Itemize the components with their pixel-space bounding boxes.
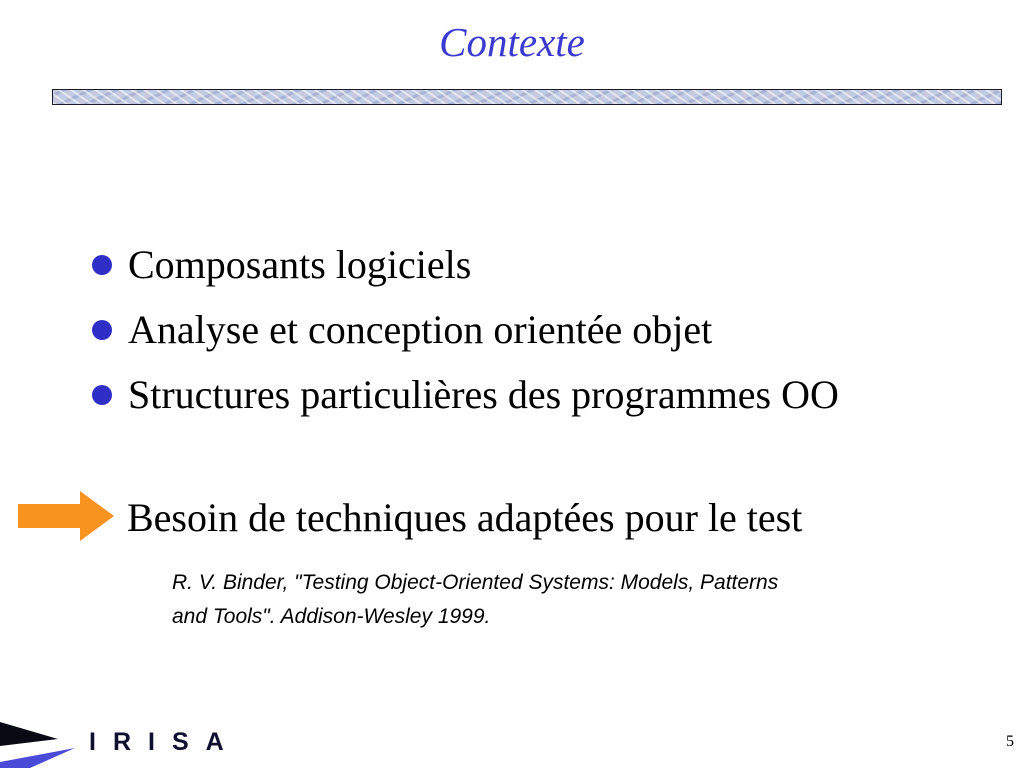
- reference-line: and Tools". Addison-Wesley 1999.: [172, 605, 491, 628]
- bullet-item: [90, 232, 839, 297]
- bullet-item: [90, 297, 839, 362]
- bullet-dot-icon: [92, 320, 112, 340]
- conclusion-text: Besoin de techniques adaptées pour le test: [127, 495, 803, 540]
- bullet-dot-icon: [92, 385, 112, 405]
- bullet-list: [90, 232, 839, 427]
- page-number: 5: [1006, 733, 1014, 750]
- right-arrow-icon: [18, 491, 114, 541]
- title-divider-bar: [52, 89, 1002, 105]
- bullet-item: [90, 362, 839, 427]
- reference-line: R. V. Binder, "Testing Object-Oriented Systems: Models, Patterns: [172, 571, 779, 594]
- irisa-logo-text: IRISA: [89, 728, 241, 756]
- slide-title: Contexte: [439, 19, 585, 65]
- bullet-dot-icon: [92, 255, 112, 275]
- bibliographic-reference: [172, 566, 952, 634]
- bullet-text: Analyse et conception orientée objet: [128, 307, 713, 352]
- bullet-text: Composants logiciels: [128, 242, 472, 287]
- bullet-text: Structures particulières des programmes OO: [128, 372, 839, 417]
